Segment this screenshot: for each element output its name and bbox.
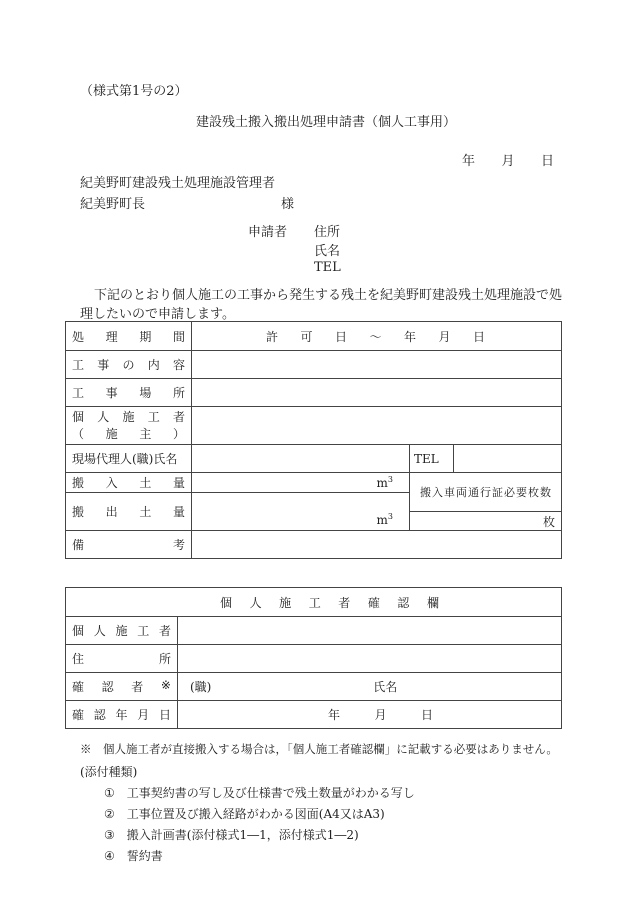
outbound-label: 搬 出 土 量 (66, 493, 192, 531)
applicant-tel-label: TEL (314, 260, 341, 275)
builder-row (66, 407, 562, 445)
confirm-date-row (66, 701, 562, 729)
site-row (66, 379, 562, 407)
attachments-heading: (添付種類) (80, 765, 138, 779)
period-label: 処 理 期 間 (66, 322, 192, 351)
builder-label: 個 人 施 工 者 （ 施 主 ） (66, 407, 192, 445)
agent-row (66, 445, 562, 473)
confirmation-header: 個 人 施 工 者 確 認 欄 (66, 588, 562, 617)
date-year-label: 年 (462, 154, 476, 169)
content-field[interactable] (192, 351, 562, 379)
agent-tel-label: TEL (410, 445, 454, 473)
agent-label: 現場代理人(職)氏名 (66, 445, 192, 473)
remarks-label: 備 考 (66, 531, 192, 559)
intro-line2: 理したいので申請します。 (80, 307, 235, 322)
confirm-builder-label: 個 人 施 工 者 (66, 617, 178, 645)
confirm-date-field[interactable]: 年 月 日 (178, 701, 562, 729)
confirmer-name-label: 氏名 (373, 680, 398, 694)
addressee-line2: 紀美野町長 (80, 197, 146, 212)
date-month-label: 月 (501, 154, 515, 169)
confirmer-field[interactable] (178, 673, 562, 701)
applicant-label: 申請者 (248, 225, 288, 240)
confirm-address-field[interactable] (178, 645, 562, 673)
inbound-unit-sup: 3 (387, 475, 393, 484)
permits-label: 搬 入 車 両 通 行 証 必 要 枚 数 (410, 473, 562, 512)
attachment-item-2: ② 工事位置及び搬入経路がわかる図面(A4又はA3) (104, 807, 385, 821)
builder-field[interactable] (192, 407, 562, 445)
period-row (66, 322, 562, 351)
inbound-label: 搬 入 土 量 (66, 473, 192, 493)
site-label: 工 事 場 所 (66, 379, 192, 407)
attachment-item-3: ③ 搬入計画書(添付様式1―1，添付様式1―2) (104, 828, 359, 842)
confirmer-label: 確 認 者 ※ (66, 673, 178, 701)
permits-field[interactable] (410, 512, 562, 531)
confirm-address-label: 住 所 (66, 645, 178, 673)
applicant-address-label: 住所 (314, 225, 341, 240)
addressee-honorific: 様 (281, 197, 295, 212)
attachment-item-4: ④ 誓約書 (104, 849, 163, 863)
outbound-unit: m (376, 513, 388, 527)
permits-unit: 枚 (543, 514, 556, 529)
confirm-date-label: 確 認 年 月 日 (66, 701, 178, 729)
intro-line1: 下記のとおり個人施工の工事から発生する残土を紀美野町建設残土処理施設で処 (94, 288, 563, 303)
outbound-field[interactable] (192, 493, 410, 531)
confirm-address-row (66, 645, 562, 673)
addressee-line1: 紀美野町建設残土処理施設管理者 (80, 176, 276, 191)
application-table (65, 321, 562, 559)
content-label: 工 事 の 内 容 (66, 351, 192, 379)
form-number: （様式第1号の2） (80, 84, 188, 99)
confirmer-position-label: (職) (190, 680, 212, 694)
date-day-label: 日 (540, 154, 554, 169)
agent-field[interactable] (192, 445, 410, 473)
inbound-field[interactable] (192, 473, 410, 493)
footnote: ※ 個人施工者が直接搬入する場合は，「個人施工者確認欄」に記載する必要はありません。 (80, 742, 558, 756)
confirmer-row (66, 673, 562, 701)
confirm-builder-field[interactable] (178, 617, 562, 645)
confirmation-table (65, 587, 562, 729)
form-title: 建設残土搬入搬出処理申請書（個人工事用） (196, 115, 457, 130)
outbound-unit-sup: 3 (387, 512, 393, 521)
remarks-field[interactable] (192, 531, 562, 559)
applicant-name-label: 氏名 (314, 244, 341, 259)
period-value[interactable]: 許 可 日 ～ 年 月 日 (192, 322, 562, 351)
inbound-unit: m (376, 476, 388, 490)
attachment-item-1: ① 工事契約書の写し及び仕様書で残土数量がわかる写し (104, 786, 415, 800)
content-row (66, 351, 562, 379)
agent-tel-field[interactable] (454, 445, 562, 473)
confirm-builder-row (66, 617, 562, 645)
site-field[interactable] (192, 379, 562, 407)
date-line (462, 150, 554, 169)
confirmation-header-row (66, 588, 562, 617)
remarks-row (66, 531, 562, 559)
inbound-row (66, 473, 562, 493)
